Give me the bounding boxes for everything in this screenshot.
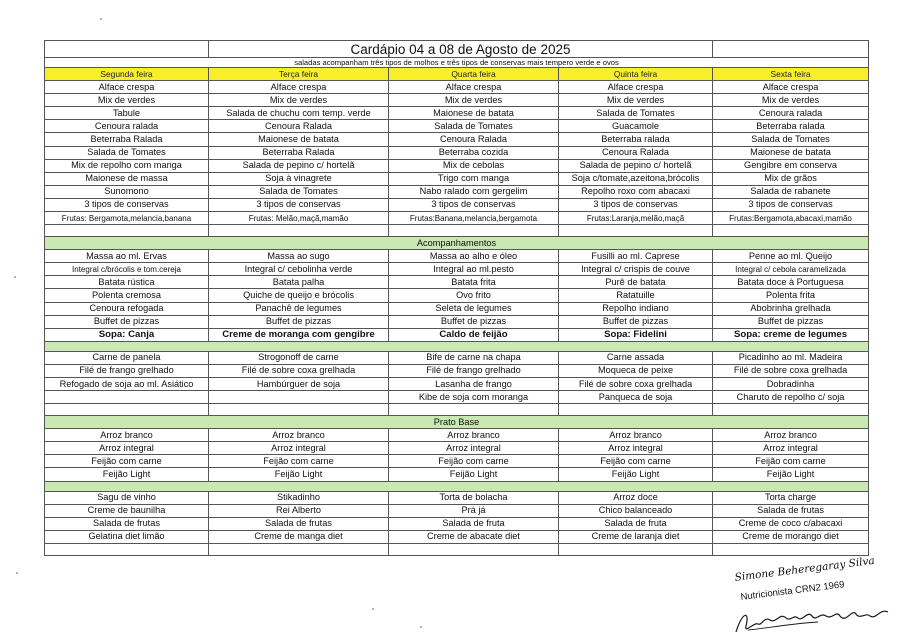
menu-cell: Strogonoff de carne <box>209 351 389 364</box>
menu-cell: Alface crespa <box>389 81 559 94</box>
soup-cell: Sopa: creme de legumes <box>713 328 869 341</box>
signature-credential: Nutricionista CRN2 1969 <box>740 579 846 603</box>
menu-cell: Penne ao ml. Queijo <box>713 250 869 263</box>
menu-cell: Repolho roxo com abacaxi <box>559 185 713 198</box>
menu-cell: Massa ao ml. Ervas <box>45 250 209 263</box>
menu-cell: Creme de abacate diet <box>389 530 559 543</box>
section-band-cell <box>45 341 869 351</box>
menu-cell: Batata doce à Portuguesa <box>713 276 869 289</box>
title-right-cell <box>713 41 869 58</box>
menu-cell: Salada de pepino c/ hortelã <box>559 159 713 172</box>
menu-cell: Torta charge <box>713 491 869 504</box>
menu-cell: Beterraba cozida <box>389 146 559 159</box>
menu-cell: Arroz branco <box>45 429 209 442</box>
scan-speck <box>16 572 18 574</box>
menu-cell: Dobradinha <box>713 377 869 390</box>
menu-cell: Frutas:Laranja,melão,maçã <box>559 212 713 225</box>
section-row <box>45 416 869 429</box>
menu-cell: Massa ao sugo <box>209 250 389 263</box>
menu-cell: Soja à vinagrete <box>209 172 389 185</box>
menu-cell: Feijão Light <box>389 468 559 481</box>
empty-cell <box>45 543 209 555</box>
menu-cell: Nabo ralado com gergelim <box>389 185 559 198</box>
menu-cell: Fusilli ao ml. Caprese <box>559 250 713 263</box>
soup-cell: Sopa: Fidelini <box>559 328 713 341</box>
day-header-row <box>45 68 869 81</box>
menu-cell: 3 tipos de conservas <box>209 198 389 211</box>
menu-cell: Abobrinha grelhada <box>713 302 869 315</box>
menu-cell: Arroz integral <box>389 442 559 455</box>
menu-cell: Filé de sobre coxa grelhada <box>713 364 869 377</box>
menu-cell: Feijão Light <box>559 468 713 481</box>
menu-cell: Frutas:Banana,melancia,bergamota <box>389 212 559 225</box>
menu-cell <box>209 391 389 404</box>
page-title: Cardápio 04 a 08 de Agosto de 2025 <box>209 41 713 58</box>
menu-cell: Moqueca de peixe <box>559 364 713 377</box>
menu-cell: Soja c/tomate,azeitona,brócolis <box>559 172 713 185</box>
soup-cell: Creme de moranga com gengibre <box>209 328 389 341</box>
menu-cell: Salada de Tomates <box>45 146 209 159</box>
menu-cell: Stikadinho <box>209 491 389 504</box>
menu-cell: Sunomono <box>45 185 209 198</box>
salad-row <box>45 81 869 94</box>
menu-cell: Salada de frutas <box>713 504 869 517</box>
menu-cell: Arroz branco <box>559 429 713 442</box>
side-dish-row <box>45 263 869 276</box>
dessert-row <box>45 504 869 517</box>
menu-cell: Maionese de batata <box>389 107 559 120</box>
menu-cell: Carne de panela <box>45 351 209 364</box>
menu-cell: Mix de verdes <box>389 94 559 107</box>
empty-cell <box>209 404 389 416</box>
menu-cell: Cenoura ralada <box>45 120 209 133</box>
menu-cell: Arroz branco <box>713 429 869 442</box>
menu-cell: 3 tipos de conservas <box>45 198 209 211</box>
empty-cell <box>45 404 209 416</box>
soup-cell: Sopa: Canja <box>45 328 209 341</box>
menu-cell: Integral c/ cebolinha verde <box>209 263 389 276</box>
section-title: Prato Base <box>45 416 869 429</box>
salad-row <box>45 146 869 159</box>
menu-cell: Salada de fruta <box>389 517 559 530</box>
menu-cell: Integral c/ crispis de couve <box>559 263 713 276</box>
menu-cell: Mix de grãos <box>713 172 869 185</box>
menu-cell: Mix de verdes <box>45 94 209 107</box>
signature-name: Simone Beheregaray Silva <box>734 554 876 584</box>
menu-cell: Seleta de legumes <box>389 302 559 315</box>
menu-cell: Alface crespa <box>559 81 713 94</box>
menu-cell: Mix de repolho com manga <box>45 159 209 172</box>
menu-cell: 3 tipos de conservas <box>559 198 713 211</box>
menu-cell: Feijão Light <box>209 468 389 481</box>
title-row <box>45 41 869 58</box>
protein-row <box>45 391 869 404</box>
menu-cell: Maionese de batata <box>713 146 869 159</box>
menu-cell: Mix de cebolas <box>389 159 559 172</box>
empty-cell <box>389 404 559 416</box>
menu-cell: Trigo com manga <box>389 172 559 185</box>
menu-cell: Mix de verdes <box>209 94 389 107</box>
menu-cell: Filé de frango grelhado <box>45 364 209 377</box>
salad-row <box>45 120 869 133</box>
menu-cell: Quiche de queijo e brócolis <box>209 289 389 302</box>
menu-cell: Alface crespa <box>713 81 869 94</box>
menu-cell <box>45 391 209 404</box>
menu-cell: Salada de frutas <box>209 517 389 530</box>
menu-cell: Creme de baunilha <box>45 504 209 517</box>
salad-row <box>45 94 869 107</box>
menu-cell: Carne assada <box>559 351 713 364</box>
scan-speck <box>372 608 374 610</box>
section-row <box>45 237 869 250</box>
menu-cell: Arroz branco <box>389 429 559 442</box>
salad-row <box>45 172 869 185</box>
salad-row <box>45 159 869 172</box>
menu-cell: Beterraba ralada <box>559 133 713 146</box>
menu-cell: Salada de pepino c/ hortelã <box>209 159 389 172</box>
page-subtitle: saladas acompanham três tipos de molhos e três tipos de conservas mais tempero verde e ovos <box>45 58 869 68</box>
salad-row <box>45 107 869 120</box>
dessert-row <box>45 517 869 530</box>
menu-cell: Rei Alberto <box>209 504 389 517</box>
menu-cell: Gelatina diet limão <box>45 530 209 543</box>
menu-cell: Salada de fruta <box>559 517 713 530</box>
blank-row <box>45 404 869 416</box>
menu-cell: Panachê de legumes <box>209 302 389 315</box>
empty-cell <box>559 404 713 416</box>
menu-cell: Beterraba ralada <box>713 120 869 133</box>
salad-row <box>45 185 869 198</box>
menu-cell: Feijão Light <box>45 468 209 481</box>
menu-table <box>44 40 869 556</box>
menu-cell: Frutas: Bergamota,melancia,banana <box>45 212 209 225</box>
empty-cell <box>209 225 389 237</box>
scan-speck <box>14 276 16 278</box>
menu-cell: Buffet de pizzas <box>389 315 559 328</box>
subtitle-row <box>45 58 869 68</box>
day-header: Segunda feira <box>45 68 209 81</box>
menu-cell: Integral c/ cebola caramelizada <box>713 263 869 276</box>
base-dish-row <box>45 455 869 468</box>
menu-cell: Maionese de batata <box>209 133 389 146</box>
menu-cell: Purê de batata <box>559 276 713 289</box>
side-dish-row <box>45 302 869 315</box>
side-dish-row <box>45 289 869 302</box>
menu-cell: Cenoura Ralada <box>559 146 713 159</box>
menu-cell: Salada de Tomates <box>713 133 869 146</box>
salad-row <box>45 212 869 225</box>
menu-cell: 3 tipos de conservas <box>713 198 869 211</box>
menu-cell: Kibe de soja com moranga <box>389 391 559 404</box>
menu-cell: Maionese de massa <box>45 172 209 185</box>
side-dish-row <box>45 250 869 263</box>
menu-cell: Feijão com carne <box>45 455 209 468</box>
menu-cell: Bife de carne na chapa <box>389 351 559 364</box>
menu-cell: Arroz integral <box>713 442 869 455</box>
menu-cell: Ovo frito <box>389 289 559 302</box>
menu-cell: Alface crespa <box>45 81 209 94</box>
salad-row <box>45 133 869 146</box>
empty-cell <box>45 225 209 237</box>
menu-cell: Salada de chuchu com temp. verde <box>209 107 389 120</box>
menu-cell: Integral c/brócolis e tom.cereja <box>45 263 209 276</box>
side-dish-row <box>45 276 869 289</box>
scan-speck <box>420 626 422 628</box>
menu-cell: Lasanha de frango <box>389 377 559 390</box>
empty-cell <box>389 543 559 555</box>
menu-cell: Feijão com carne <box>559 455 713 468</box>
menu-cell: Sagu de vinho <box>45 491 209 504</box>
menu-cell: Feijão com carne <box>209 455 389 468</box>
menu-cell: Torta de bolacha <box>389 491 559 504</box>
menu-cell: Charuto de repolho c/ soja <box>713 391 869 404</box>
menu-cell: Buffet de pizzas <box>45 315 209 328</box>
empty-cell <box>713 543 869 555</box>
menu-cell: Polenta frita <box>713 289 869 302</box>
menu-cell: Frutas: Melão,maçã,mamão <box>209 212 389 225</box>
empty-cell <box>389 225 559 237</box>
soup-cell: Caldo de feijão <box>389 328 559 341</box>
menu-cell: Refogado de soja ao ml. Asiático <box>45 377 209 390</box>
empty-cell <box>559 543 713 555</box>
side-dish-row <box>45 315 869 328</box>
scan-speck <box>100 18 102 20</box>
protein-row <box>45 377 869 390</box>
menu-cell: Filé de frango grelhado <box>389 364 559 377</box>
menu-cell: Picadinho ao ml. Madeira <box>713 351 869 364</box>
menu-cell: Mix de verdes <box>559 94 713 107</box>
menu-cell: Feijão com carne <box>389 455 559 468</box>
menu-cell: Creme de coco c/abacaxi <box>713 517 869 530</box>
menu-cell: Hambúrguer de soja <box>209 377 389 390</box>
menu-cell: Massa ao alho e óleo <box>389 250 559 263</box>
menu-cell: Creme de morango diet <box>713 530 869 543</box>
menu-cell: Repolho indiano <box>559 302 713 315</box>
section-band <box>45 341 869 351</box>
menu-cell: Beterraba Ralada <box>45 133 209 146</box>
menu-cell: Arroz integral <box>45 442 209 455</box>
menu-cell: Salada de frutas <box>45 517 209 530</box>
day-header: Terça feira <box>209 68 389 81</box>
menu-cell: Batata frita <box>389 276 559 289</box>
dessert-row <box>45 491 869 504</box>
menu-cell: Panqueca de soja <box>559 391 713 404</box>
salad-row <box>45 198 869 211</box>
section-band-cell <box>45 481 869 491</box>
menu-cell: Gengibre em conserva <box>713 159 869 172</box>
menu-cell: Creme de laranja diet <box>559 530 713 543</box>
menu-cell: Frutas:Bergamota,abacaxi,mamão <box>713 212 869 225</box>
day-header: Quinta feira <box>559 68 713 81</box>
menu-cell: Salada de Tomates <box>209 185 389 198</box>
menu-cell: Filé de sobre coxa grelhada <box>209 364 389 377</box>
menu-cell: Salada de Tomates <box>389 120 559 133</box>
protein-row <box>45 351 869 364</box>
menu-cell: Guacamole <box>559 120 713 133</box>
menu-cell: Buffet de pizzas <box>559 315 713 328</box>
base-dish-row <box>45 442 869 455</box>
day-header: Quarta feira <box>389 68 559 81</box>
menu-cell: Beterraba Ralada <box>209 146 389 159</box>
menu-cell: Feijão Light <box>713 468 869 481</box>
menu-cell: Prá já <box>389 504 559 517</box>
menu-cell: Cenoura Ralada <box>209 120 389 133</box>
menu-cell: Feijão com carne <box>713 455 869 468</box>
soup-row <box>45 328 869 341</box>
menu-cell: Polenta cremosa <box>45 289 209 302</box>
handwritten-signature <box>728 602 904 638</box>
menu-cell: Creme de manga diet <box>209 530 389 543</box>
menu-cell: Buffet de pizzas <box>713 315 869 328</box>
menu-cell: Salada de Tomates <box>559 107 713 120</box>
menu-cell: Salada de rabanete <box>713 185 869 198</box>
signature-block <box>728 554 904 638</box>
menu-cell: Arroz doce <box>559 491 713 504</box>
menu-cell: Arroz integral <box>209 442 389 455</box>
blank-row <box>45 225 869 237</box>
base-dish-row <box>45 429 869 442</box>
empty-cell <box>559 225 713 237</box>
menu-cell: Batata rústica <box>45 276 209 289</box>
base-dish-row <box>45 468 869 481</box>
empty-cell <box>713 225 869 237</box>
title-left-cell <box>45 41 209 58</box>
menu-cell: Cenoura refogada <box>45 302 209 315</box>
menu-cell: Buffet de pizzas <box>209 315 389 328</box>
menu-cell: Filé de sobre coxa grelhada <box>559 377 713 390</box>
protein-row <box>45 364 869 377</box>
menu-cell: Ratatuille <box>559 289 713 302</box>
menu-cell: Arroz integral <box>559 442 713 455</box>
menu-cell: Cenoura ralada <box>713 107 869 120</box>
menu-cell: Integral ao ml.pesto <box>389 263 559 276</box>
menu-document <box>44 40 868 556</box>
empty-cell <box>209 543 389 555</box>
dessert-row <box>45 530 869 543</box>
menu-cell: Arroz branco <box>209 429 389 442</box>
empty-cell <box>713 404 869 416</box>
section-title: Acompanhamentos <box>45 237 869 250</box>
menu-cell: Mix de verdes <box>713 94 869 107</box>
menu-cell: Cenoura Ralada <box>389 133 559 146</box>
blank-row <box>45 543 869 555</box>
menu-cell: 3 tipos de conservas <box>389 198 559 211</box>
menu-cell: Chico balanceado <box>559 504 713 517</box>
section-band <box>45 481 869 491</box>
day-header: Sexta feira <box>713 68 869 81</box>
menu-cell: Batata palha <box>209 276 389 289</box>
menu-cell: Tabule <box>45 107 209 120</box>
menu-cell: Alface crespa <box>209 81 389 94</box>
